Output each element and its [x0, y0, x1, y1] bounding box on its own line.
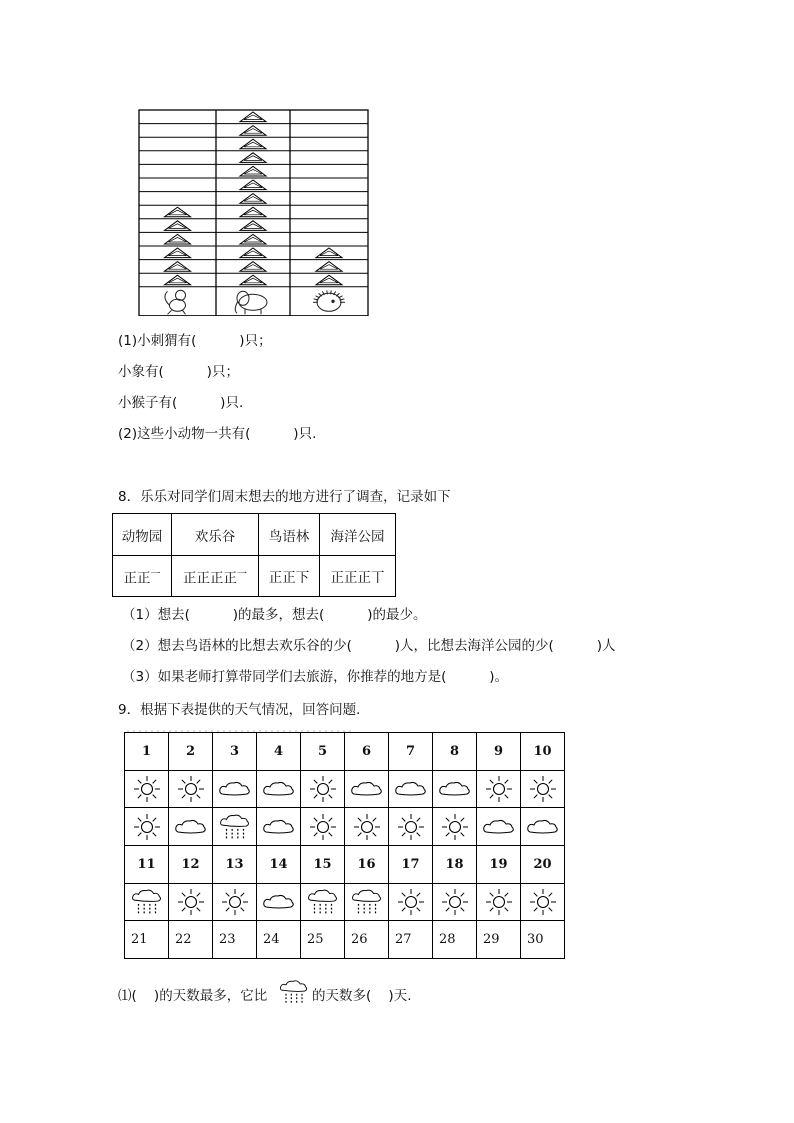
day-number: 8	[433, 733, 477, 771]
day-number: 12	[169, 846, 213, 884]
weather-cell	[433, 770, 477, 808]
day-number: 25	[301, 921, 345, 959]
weather-cell	[477, 770, 521, 808]
weather-cell	[521, 770, 565, 808]
header-happy-valley: 欢乐谷	[172, 514, 259, 556]
weather-table	[124, 732, 565, 959]
pictograph-triangle	[240, 194, 266, 204]
rain-cloud-icon	[278, 976, 310, 1012]
pictograph-triangle	[165, 262, 191, 272]
pictograph-triangle	[165, 248, 191, 258]
weather-cell	[301, 770, 345, 808]
day-number: 27	[389, 921, 433, 959]
sun-icon	[433, 887, 476, 917]
header-zoo: 动物园	[113, 514, 172, 556]
day-number: 23	[213, 921, 257, 959]
pictograph-triangle	[240, 126, 266, 136]
day-number: 7	[389, 733, 433, 771]
pictograph-triangle	[240, 112, 266, 122]
rain-cloud-icon	[125, 886, 168, 918]
pictograph-triangle	[240, 207, 266, 217]
weather-cell	[257, 770, 301, 808]
day-number: 16	[345, 846, 389, 884]
sun-icon	[301, 812, 344, 842]
pictograph-triangle	[240, 248, 266, 258]
sun-icon	[521, 887, 564, 917]
weather-cell	[521, 808, 565, 846]
sun-icon	[477, 774, 520, 804]
sun-icon	[301, 774, 344, 804]
weather-cell	[169, 770, 213, 808]
day-number: 6	[345, 733, 389, 771]
weather-cell	[433, 883, 477, 921]
weather-cell	[389, 883, 433, 921]
weather-cell	[169, 883, 213, 921]
q9-question-1-end: 的天数多( )天.	[312, 988, 412, 1004]
weather-cell	[213, 808, 257, 846]
weather-cell	[345, 883, 389, 921]
weather-cell	[389, 770, 433, 808]
header-bird-forest: 鸟语林	[259, 514, 320, 556]
sun-icon	[433, 812, 476, 842]
day-number: 19	[477, 846, 521, 884]
animal-pictograph	[138, 106, 370, 316]
weather-cell	[521, 883, 565, 921]
q7-monkey-question: 小猴子有( )只.	[118, 395, 244, 411]
pictograph-triangle	[165, 207, 191, 217]
day-number: 28	[433, 921, 477, 959]
sun-icon	[213, 887, 256, 917]
day-number: 3	[213, 733, 257, 771]
cloud-icon	[521, 816, 564, 838]
day-number: 11	[125, 846, 169, 884]
day-number: 17	[389, 846, 433, 884]
pictograph-triangle	[165, 221, 191, 231]
weather-cell	[345, 770, 389, 808]
day-number: 22	[169, 921, 213, 959]
weather-cell	[213, 883, 257, 921]
q8-question-3: （3）如果老师打算带同学们去旅游，你推荐的地方是( )。	[122, 669, 509, 685]
day-number: 26	[345, 921, 389, 959]
monkey-icon	[165, 290, 186, 314]
day-number: 20	[521, 846, 565, 884]
cloud-icon	[257, 891, 300, 913]
pictograph-triangle	[240, 153, 266, 163]
day-number: 5	[301, 733, 345, 771]
cloud-icon	[257, 778, 300, 800]
day-number: 14	[257, 846, 301, 884]
header-ocean-park: 海洋公园	[320, 514, 396, 556]
sun-icon	[521, 774, 564, 804]
weather-cell	[169, 808, 213, 846]
cloud-icon	[213, 778, 256, 800]
sun-icon	[169, 887, 212, 917]
cloud-icon	[389, 778, 432, 800]
weather-cell	[125, 883, 169, 921]
hedgehog-icon	[313, 290, 345, 311]
cloud-icon	[477, 816, 520, 838]
q7-total-question: (2)这些小动物一共有( )只.	[118, 426, 317, 442]
day-number: 2	[169, 733, 213, 771]
q7-elephant-question: 小象有( )只；	[118, 364, 239, 380]
pictograph-triangle	[240, 180, 266, 190]
day-number: 9	[477, 733, 521, 771]
sun-icon	[169, 774, 212, 804]
q7-hedgehog-question: (1)小刺猬有( )只；	[118, 333, 272, 349]
pictograph-triangle	[165, 234, 191, 244]
tally-ocean-park: 正正正丅	[320, 556, 396, 597]
sun-icon	[125, 812, 168, 842]
elephant-icon	[235, 291, 267, 314]
pictograph-triangle	[316, 275, 342, 285]
pictograph-triangle	[240, 139, 266, 149]
weather-cell	[257, 808, 301, 846]
day-number: 4	[257, 733, 301, 771]
pictograph-triangle	[165, 275, 191, 285]
cloud-icon	[169, 816, 212, 838]
q9-title: 9．根据下表提供的天气情况，回答问题．	[118, 702, 370, 718]
day-number: 18	[433, 846, 477, 884]
sun-icon	[389, 887, 432, 917]
day-number: 10	[521, 733, 565, 771]
pictograph-triangle	[240, 221, 266, 231]
day-number: 29	[477, 921, 521, 959]
weather-cell	[125, 808, 169, 846]
q8-question-2: （2）想去鸟语林的比想去欢乐谷的少( )人，比想去海洋公园的少( )人	[122, 638, 616, 654]
rain-cloud-icon	[213, 811, 256, 843]
day-number: 15	[301, 846, 345, 884]
survey-table	[112, 513, 396, 597]
day-number: 24	[257, 921, 301, 959]
sun-icon	[125, 774, 168, 804]
pictograph-triangle	[240, 234, 266, 244]
sun-icon	[477, 887, 520, 917]
weather-cell	[301, 883, 345, 921]
q8-title: 8．乐乐对同学们周末想去的地方进行了调查，记录如下	[118, 489, 451, 505]
q8-question-1: （1）想去( )的最多，想去( )的最少。	[122, 607, 427, 623]
pictograph-triangle	[240, 166, 266, 176]
rain-cloud-icon	[301, 886, 344, 918]
weather-cell	[125, 770, 169, 808]
cloud-icon	[345, 778, 388, 800]
tally-bird-forest: 正正下	[259, 556, 320, 597]
tally-zoo: 正正$^一$	[113, 556, 172, 597]
weather-cell	[389, 808, 433, 846]
weather-cell	[477, 883, 521, 921]
q9-question-1-start: ⑴( )的天数最多，它比	[118, 988, 268, 1004]
weather-cell	[301, 808, 345, 846]
weather-cell	[257, 883, 301, 921]
sun-icon	[345, 812, 388, 842]
day-number: 1	[125, 733, 169, 771]
pictograph-triangle	[316, 262, 342, 272]
tally-happy-valley: 正正正正$^一$	[172, 556, 259, 597]
pictograph-triangle	[316, 248, 342, 258]
sun-icon	[389, 812, 432, 842]
weather-cell	[433, 808, 477, 846]
pictograph-triangle	[240, 262, 266, 272]
day-number: 13	[213, 846, 257, 884]
weather-cell	[345, 808, 389, 846]
weather-cell	[213, 770, 257, 808]
day-number: 21	[125, 921, 169, 959]
day-number: 30	[521, 921, 565, 959]
rain-cloud-icon	[345, 886, 388, 918]
cloud-icon	[433, 778, 476, 800]
cloud-icon	[257, 816, 300, 838]
weather-cell	[477, 808, 521, 846]
pictograph-triangle	[240, 275, 266, 285]
